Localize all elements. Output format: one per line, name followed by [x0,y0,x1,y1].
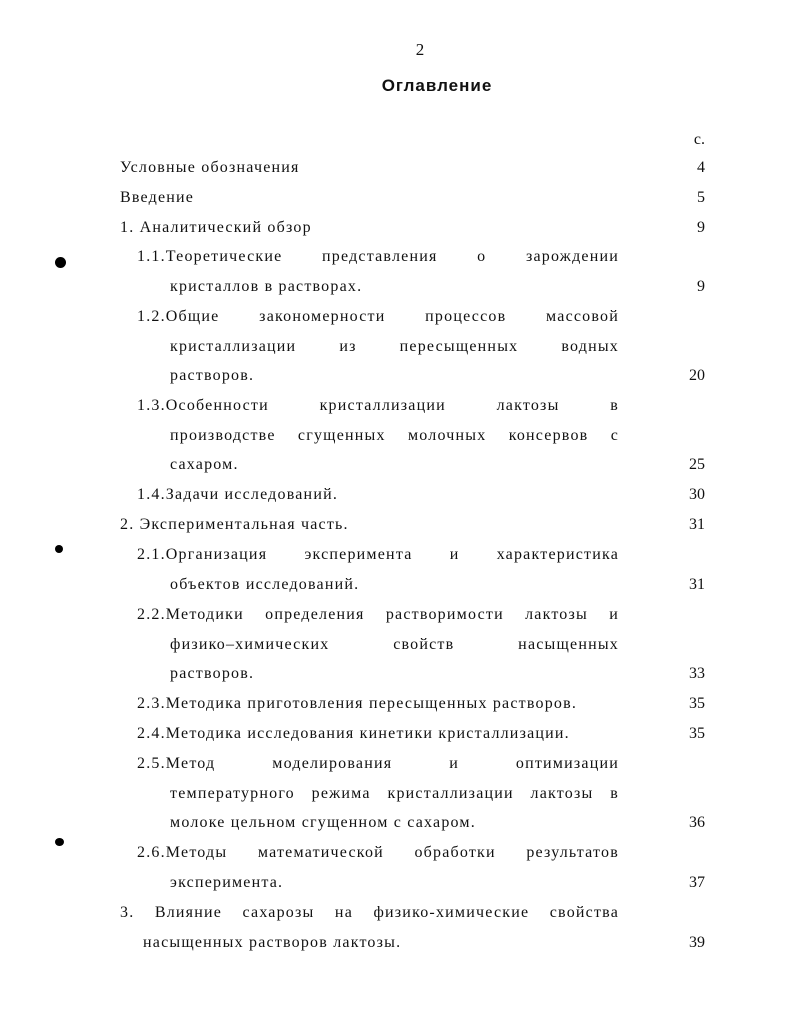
page-number: 2 [415,40,425,59]
toc-entry-page: 37 [689,874,705,891]
toc-entry-text: 3. Влияние сахарозы на физико-химические свойства [120,904,619,921]
toc-entry-continuation: молоке цельном сгущенном с сахаром. [170,814,476,831]
toc-entry-text: 2.1.Организация эксперимента и характеристика [137,546,619,563]
toc-entry-page: 30 [689,486,705,503]
toc-entry-text: 2.2.Методики определения растворимости лактозы и [137,606,619,623]
toc-entry-text: 1. Аналитический обзор [120,219,312,236]
toc-entry-text: 1.1.Теоретические представления о зарождении [137,248,619,265]
toc-entry-page: 9 [697,278,705,295]
toc-entry-text: 2.4.Методика исследования кинетики кристаллизации. [137,725,570,742]
toc-entry-text: 2.3.Методика приготовления пересыщенных растворов. [137,695,578,712]
toc-entry-continuation: растворов. [170,367,255,384]
toc-entry-text: 2.6.Методы математической обработки результатов [137,844,619,861]
toc-entry-page: 20 [689,367,705,384]
toc-entry-continuation: эксперимента. [170,874,284,891]
binder-hole-mark [55,257,66,268]
binder-hole-mark [55,545,63,553]
toc-entry-continuation: объектов исследований. [170,576,360,593]
toc-entry-page: 4 [697,159,705,176]
toc-entry-page: 31 [689,516,705,533]
toc-entry-page: 35 [689,695,705,712]
toc-entry-page: 25 [689,456,705,473]
toc-entry-continuation: растворов. [170,665,255,682]
toc-entry-text: 2.5.Метод моделирования и оптимизации [137,755,619,772]
toc-entry-continuation: сахаром. [170,456,239,473]
toc-entry-text: 1.2.Общие закономерности процессов массовой [137,308,619,325]
toc-entry-text: 2. Экспериментальная часть. [120,516,349,533]
toc-entry-continuation: насыщенных растворов лактозы. [143,934,402,951]
toc-entry-text: 1.3.Особенности кристаллизации лактозы в [137,397,619,414]
toc-entry-page: 35 [689,725,705,742]
toc-title: Оглавление [381,76,493,95]
toc-entry-page: 39 [689,934,705,951]
toc-entry-page: 33 [689,665,705,682]
page-column-label: с. [693,131,705,148]
toc-entry-continuation: температурного режима кристаллизации лактозы в [170,785,619,802]
toc-entry-text: Введение [120,189,195,206]
toc-entry-page: 36 [689,814,705,831]
toc-entry-page: 9 [697,219,705,236]
binder-hole-mark [55,838,64,846]
toc-entry-text: Условные обозначения [120,159,300,176]
toc-entry-continuation: кристаллизации из пересыщенных водных [170,338,619,355]
toc-entry-continuation: кристаллов в растворах. [170,278,363,295]
toc-entry-continuation: физико–химических свойств насыщенных [170,636,619,653]
toc-entry-continuation: производстве сгущенных молочных консервов с [170,427,619,444]
toc-entry-text: 1.4.Задачи исследований. [137,486,339,503]
toc-entry-page: 31 [689,576,705,593]
toc-entry-page: 5 [697,189,705,206]
